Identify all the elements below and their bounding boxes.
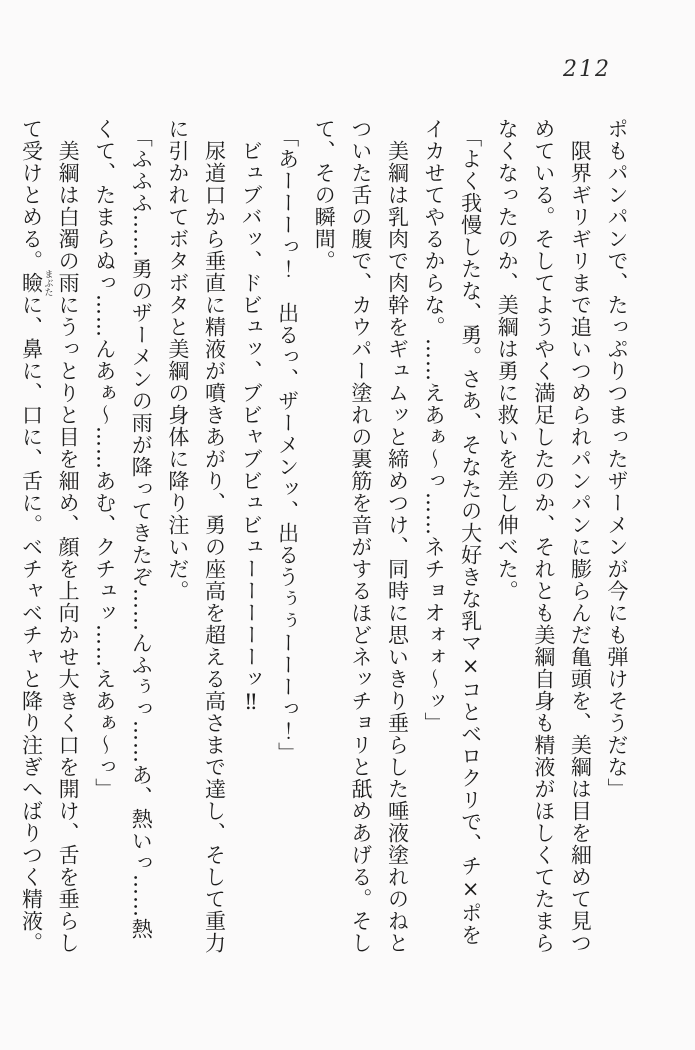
text-block xyxy=(13,118,635,960)
paragraph xyxy=(13,118,86,960)
paragraph: 美綱は乳肉で肉幹をギュムッと締めつけ、同時に思いきり垂らした唾液塗れのねとついた舌の腹で、カウパー塗れの裏筋を音がするほどネッチョリと舐めあげる。そして、その瞬間。 xyxy=(312,118,410,955)
ruby-annotation xyxy=(19,269,53,297)
paragraph-text: に、鼻に、口に、舌に。ベチャベチャと降り注ぎへばりつく精液。 xyxy=(19,294,44,954)
paragraph-text: 美綱は白濁の雨にうっとりと目を細め、顔を上向かせ大きく口を開け、舌を垂らして受けとめる。 xyxy=(19,118,81,955)
page-number: 212 xyxy=(563,57,611,82)
paragraph: 尿道口から垂直に精液が噴きあがり、勇の座高を超える高さまで達し、そして重力に引かれてボタボタと美綱の身体に降り注いだ。 xyxy=(165,118,227,955)
paragraph-dialogue: 「あーーーっ！ 出るっ、ザーメンッ、出るうぅぅーーーっ！」 xyxy=(275,126,300,765)
paragraph: 限界ギリギリまで追いつめられパンパンに膨らんだ亀頭を、美綱は目を細めて見つめている。そしてようやく満足したのか、それとも美綱自身も精液がほしくてたまらなくなったのか、美綱は勇に救いを差し伸べた。 xyxy=(495,118,593,955)
ruby-furigana: まぶた xyxy=(42,269,53,297)
paragraph: ポもパンパンで、たっぷりつまったザーメンが今にも弾けそうだな」 xyxy=(605,118,629,800)
paragraph-dialogue: 「よく我慢したな、勇。さあ、そなたの大好きな乳マ×コとベロクリで、チ×ポをイカせてやるからな。……えあぁ〜っ……ネチョオォォ〜ッ」 xyxy=(422,118,483,947)
paragraph-dialogue: 「ふふふ……勇のザーメンの雨が降ってきたぞ……んふぅっ……あ、熱いっ……熱くて、たまらぬっ……んあぁ〜……あむ、クチュッ……えあぁ〜っ」 xyxy=(92,118,154,941)
paragraph-onomatopoeia: ビュブバッ、ドビュッ、ブビャブビュビューーーーーッ‼ xyxy=(239,140,264,716)
ruby-base: 瞼 xyxy=(19,269,44,297)
